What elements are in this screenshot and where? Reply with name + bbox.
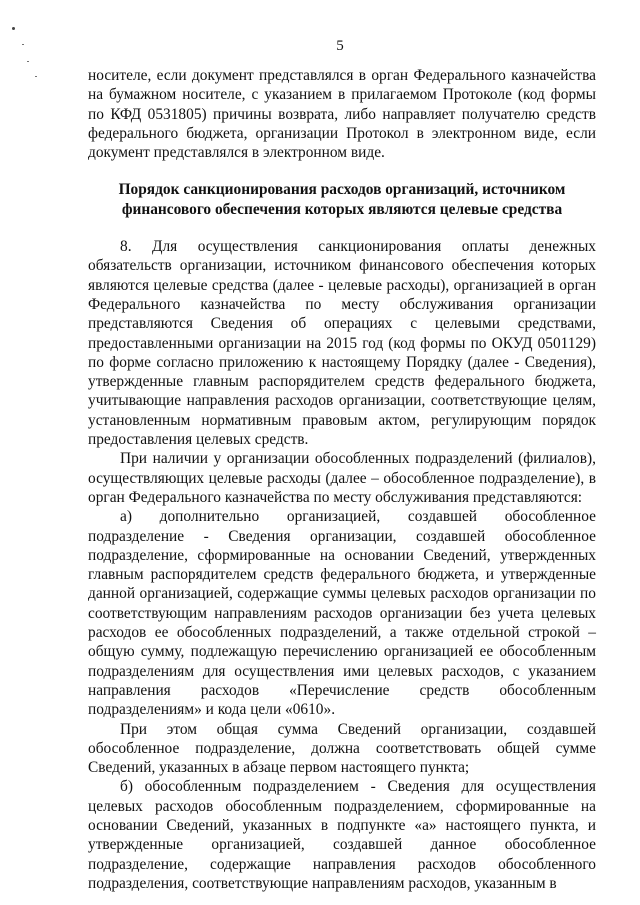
scan-mark	[35, 76, 37, 77]
page-number: 5	[336, 38, 344, 54]
paragraph-continuation: носителе, если документ представлялся в орган Федерального казначейства на бумажном носителе, с указанием в прилагаемом Протоколе (код формы по КФД 0531805) причины возврата, либо направляет получателю средств федерального бюджета, организации Протокол в электронном виде, если документ представлялся в электронном виде.	[88, 67, 596, 162]
scan-mark	[27, 61, 29, 62]
scan-mark	[12, 27, 15, 30]
document-body	[88, 66, 596, 893]
paragraph-branches: При наличии у организации обособленных подразделений (филиалов), осуществляющих целевые расходы (далее – обособленное подразделение), в орган Федерального казначейства по месту обслуживания представляются:	[88, 450, 596, 506]
paragraph-subitem-b: б) обособленным подразделением - Сведения для осуществления целевых расходов обособленным подразделением, сформированные на основании Сведений, указанных в подпункте «а» настоящего пункта, и утвержденные организацией, создавшей данное обособленное подразделение, содержащие направления расходов обособленного подразделения, соответствующие направлениям расходов, указанным в	[88, 778, 596, 892]
section-heading: Порядок санкционирования расходов организаций, источником финансового обеспечения которых являются целевые средства	[118, 181, 566, 218]
paragraph-total-sum: При этом общая сумма Сведений организации, создавшей обособленное подразделение, должна соответствовать общей сумме Сведений, указанных в абзаце первом настоящего пункта;	[88, 720, 596, 777]
paragraph-clause-8: 8. Для осуществления санкционирования оплаты денежных обязательств организации, источником финансового обеспечения которых являются целевые средства (далее - целевые расходы), организацией в орган Федерального казначейства по месту обслуживания организации представляются Сведения об операциях с целевыми средствами, предоставленными организации на 2015 год (код формы по ОКУД 0501129) по форме согласно приложению к настоящему Порядку (далее - Сведения), утвержденные главным распорядителем средств федерального бюджета, учитывающие направления расходов организации, соответствующие целям, установленным нормативным правовым актом, регулирующим порядок предоставления целевых средств.	[88, 238, 596, 449]
paragraph-subitem-a: а) дополнительно организацией, создавшей обособленное подразделение - Сведения организации, создавшей обособленное подразделение, сформированные на основании Сведений, утвержденных главным распорядителем средств федерального бюджета, и утвержденные данной организацией, содержащие суммы целевых расходов организации по соответствующим направлениям расходов организации без учета целевых расходов ее обособленных подразделений, а также отдельной строкой – общую сумму, подлежащую перечислению организацией ее обособленным подразделениям для осуществления ими целевых расходов, с указанием направления расходов «Перечисление средств обособленным подразделениям» и кода цели «0610».	[88, 508, 596, 719]
